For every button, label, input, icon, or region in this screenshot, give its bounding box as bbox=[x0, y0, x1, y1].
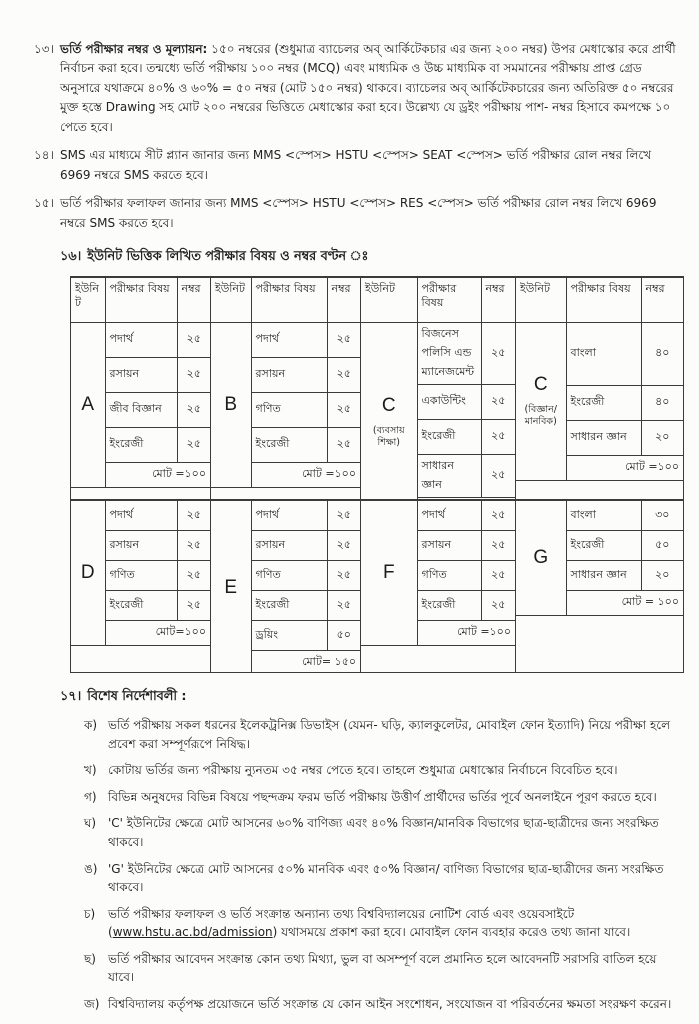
marks-cell: ২৫ bbox=[481, 322, 515, 384]
marks-cell: ৪০ bbox=[641, 322, 683, 385]
text-segment: কোটায় ভর্তির জন্য পরীক্ষায় ন্যুনতম ৩৫ নম্বর পেতে হবে। তাহলে শুধুমাত্র মেধাস্কোর নির্বাচনে বিবেচিত হবে। bbox=[108, 763, 618, 778]
item-text: ভর্তি পরীক্ষার ফলাফল জানার জন্য MMS <স্পেস> HSTU <স্পেস> RES <স্পেস> ভর্তি পরীক্ষার রোল নম্বর লিখে 6969 নম্বরে SMS করতে হবে। bbox=[60, 196, 657, 230]
item-letter: খ) bbox=[84, 763, 97, 778]
marks-cell: ২৫ bbox=[327, 500, 360, 530]
unit-cell bbox=[361, 322, 417, 499]
unit-table bbox=[516, 277, 683, 481]
unit-column-header: ইউনিট bbox=[71, 277, 105, 322]
subject-column-header: পরীক্ষার বিষয় bbox=[251, 277, 327, 322]
item-letter: ক) bbox=[84, 717, 98, 732]
special-instruction-item-ঙ bbox=[84, 860, 684, 897]
total-cell bbox=[417, 497, 515, 499]
marks-cell: ২৫ bbox=[177, 427, 210, 462]
special-instruction-item-জ bbox=[84, 995, 684, 1014]
unit-table bbox=[71, 277, 210, 488]
special-instruction-item-ছ bbox=[84, 950, 684, 987]
text-segment: বিভিন্ন অনুষদের বিভিন্ন বিষয়ে পছন্দক্রম ফরম ভর্তি পরীক্ষায় উত্তীর্ণ প্রার্থীদের ভর্তির পূর্বে অনলাইনে পূরণ করতে হবে। bbox=[108, 789, 657, 804]
special-section-title bbox=[60, 687, 684, 708]
marks-cell: ৫০ bbox=[641, 530, 683, 560]
table-section-title bbox=[60, 247, 684, 268]
special-instruction-item-খ bbox=[84, 761, 684, 780]
unit-column-header: ইউনিট bbox=[516, 277, 566, 322]
subject-cell: রসায়ন bbox=[251, 357, 327, 392]
subject-cell: ইংরেজী bbox=[251, 590, 327, 620]
section-title-text: ইউনিট ভিত্তিক লিখিত পরীক্ষার বিষয় ও নম্বর বণ্টন ঃ bbox=[87, 248, 369, 264]
marks-cell: ২০ bbox=[641, 420, 683, 455]
subject-cell: জীব বিজ্ঞান bbox=[105, 392, 177, 427]
item-number: ১৩। bbox=[34, 42, 54, 56]
admission-website-url: www.hstu.ac.bd/admission bbox=[112, 925, 273, 940]
marks-cell: ২৫ bbox=[481, 590, 515, 620]
subject-cell: গণিত bbox=[417, 560, 481, 590]
subject-cell: ড্রয়িং bbox=[251, 620, 327, 650]
marks-cell: ২৫ bbox=[481, 500, 515, 530]
table-band-bottom bbox=[71, 500, 683, 672]
unit-group-top-3 bbox=[516, 277, 683, 499]
subject-cell: একাউন্টিং bbox=[417, 384, 481, 419]
total-cell: মোট= ১৫০ bbox=[251, 650, 360, 672]
unit-letter: F bbox=[382, 561, 395, 583]
subject-cell: পদার্থ bbox=[105, 500, 177, 530]
special-instruction-item-ক bbox=[84, 716, 684, 753]
subject-cell: রসায়ন bbox=[417, 530, 481, 560]
text-segment: 'G' ইউনিটের ক্ষেত্রে মোট আসনের ৫০% মানবিক এবং ৫০% বিজ্ঞান/ বাণিজ্য বিভাগের ছাত্র-ছাত্রীদের জন্য সংরক্ষিত থাকবে। bbox=[108, 861, 664, 895]
unit-column-header: ইউনিট bbox=[361, 277, 417, 322]
item-text: SMS এর মাধ্যমে সীট প্ল্যান জানার জন্য MMS <স্পেস> HSTU <স্পেস> SEAT <স্পেস> ভর্তি পরীক্ষার রোল নম্বর লিখে 6969 নম্বরে SMS করতে হবে। bbox=[60, 148, 652, 182]
total-cell: মোট =১০০ bbox=[566, 455, 683, 480]
text-segment: ভর্তি পরীক্ষার আবেদন সংক্রান্ত কোন তথ্য মিথ্যা, ভুল বা অসম্পূর্ণ বলে প্রমানিত হলে আবেদনটি সরাসরি বাতিল হয়ে যাবে। bbox=[108, 951, 657, 985]
special-instructions-list bbox=[34, 716, 684, 1014]
marks-column-header: নম্বর bbox=[481, 277, 515, 322]
unit-group-bottom-0 bbox=[71, 500, 211, 672]
subject-column-header: পরীক্ষার বিষয় bbox=[566, 277, 641, 322]
subject-cell: পদার্থ bbox=[417, 500, 481, 530]
subject-cell: বাংলা bbox=[566, 322, 641, 385]
text-segment: ভর্তি পরীক্ষায় সকল ধরনের ইলেকট্রনিক্স ডিভাইস (যেমন- ঘড়ি, ক্যালকুলেটর, মোবাইল ফোন ইত্যাদি) নিয়ে পরীক্ষা হলে প্রবেশ করা সম্পূর্ণরূপে নিষিদ্ধ। bbox=[108, 717, 671, 751]
unit-letter: E bbox=[224, 576, 238, 598]
unit-letter: G bbox=[533, 546, 549, 568]
marks-cell: ২৫ bbox=[327, 322, 360, 357]
subject-cell: ইংরেজী bbox=[566, 530, 641, 560]
marks-cell: ২৫ bbox=[327, 590, 360, 620]
item-text bbox=[108, 860, 684, 897]
unit-group-bottom-3 bbox=[516, 500, 683, 672]
special-instruction-item-চ bbox=[84, 905, 684, 942]
item-letter: ঙ) bbox=[84, 861, 98, 876]
marks-cell: ২৫ bbox=[177, 322, 210, 357]
item-letter: জ) bbox=[84, 997, 100, 1012]
unit-group-top-1 bbox=[211, 277, 361, 499]
subject-cell: ইংরেজী bbox=[566, 385, 641, 420]
item-letter: গ) bbox=[84, 789, 97, 804]
item-text bbox=[108, 905, 684, 942]
unit-table bbox=[361, 277, 515, 499]
item-text bbox=[60, 40, 684, 137]
item-text bbox=[108, 761, 684, 780]
unit-table bbox=[211, 500, 360, 672]
subject-cell: ইংরেজী bbox=[417, 419, 481, 454]
unit-group-bottom-2 bbox=[361, 500, 516, 672]
marks-cell: ২৫ bbox=[481, 454, 515, 497]
text-segment: ) যথাসময়ে প্রকাশ করা হবে। মোবাইল ফোন ব্যবহার করেও তথ্য জানা যাবে। bbox=[272, 925, 631, 940]
table-band-top bbox=[71, 277, 683, 500]
subject-cell: বিজনেস পলিসি এন্ড ম্যানেজমেন্ট bbox=[417, 322, 481, 384]
item-number: ১৪। bbox=[34, 148, 54, 163]
marks-cell: ২৫ bbox=[481, 419, 515, 454]
subject-cell: পদার্থ bbox=[251, 500, 327, 530]
item-text bbox=[108, 950, 684, 987]
subject-cell: সাধারন জ্ঞান bbox=[417, 454, 481, 497]
unit-cell bbox=[211, 322, 251, 487]
special-instruction-item-গ bbox=[84, 788, 684, 807]
unit-table bbox=[71, 500, 210, 646]
unit-letter: C bbox=[533, 374, 548, 396]
list-item-14 bbox=[34, 146, 684, 185]
unit-letter: C bbox=[381, 395, 396, 417]
subject-cell: পদার্থ bbox=[251, 322, 327, 357]
item-text bbox=[108, 716, 684, 753]
subject-cell: গণিত bbox=[105, 560, 177, 590]
unit-letter: B bbox=[224, 393, 238, 415]
list-item-13 bbox=[34, 40, 684, 137]
special-instruction-item-ঘ bbox=[84, 814, 684, 851]
marks-cell: ২৫ bbox=[177, 560, 210, 590]
item-text bbox=[108, 995, 684, 1014]
marks-cell: ২৫ bbox=[327, 530, 360, 560]
total-cell: মোট=১০০ bbox=[105, 620, 210, 645]
unit-letter: D bbox=[80, 561, 95, 583]
marks-cell: ২৫ bbox=[481, 560, 515, 590]
subject-column-header: পরীক্ষার বিষয় bbox=[417, 277, 481, 322]
unit-cell bbox=[71, 322, 105, 487]
marks-cell: ২৫ bbox=[177, 357, 210, 392]
unit-cell bbox=[71, 500, 105, 645]
marks-cell: ৩০ bbox=[641, 500, 683, 530]
unit-table bbox=[361, 500, 515, 646]
subject-cell: সাধারন জ্ঞান bbox=[566, 560, 641, 590]
subject-cell: পদার্থ bbox=[105, 322, 177, 357]
marks-cell: ২৫ bbox=[177, 530, 210, 560]
unit-table bbox=[516, 500, 683, 616]
unit-letter: A bbox=[81, 393, 95, 415]
item-body-text: ১৫০ নম্বরের (শুধুমাত্র ব্যাচেলর অব্ আর্কিটেকচার এর জন্য ২০০ নম্বর) উপর মেধাস্কোর করে প্রার্থী নির্বাচন করা হবে। তন্মধ্যে ভর্তি পরীক্ষায় ১০০ নম্বর (MCQ) এবং মাধ্যমিক ও উচ্চ মাধ্যমিক বা সমমানের পরীক্ষায় প্রাপ্ত গ্রেড অনুসারে যথাক্রমে ৪০% ও ৬০% = ৫০ নম্বর (মোট ১৫০ নম্বর) থাকবে। ব্যাচেলর অব্ আর্কিটেকচারের জন্য অতিরিক্ত ৫০ নম্বরের মুক্ত হস্তে Drawing সহ মোট ২০০ নম্বরের ভিত্তিতে মেধাস্কোর করা হবে। উল্লেখ্য যে ড্রইং পরীক্ষায় পাশ- নম্বর হিসাবে কমপক্ষে ১০ পেতে হবে। bbox=[60, 42, 676, 134]
marks-cell: ২৫ bbox=[481, 530, 515, 560]
unit-cell bbox=[361, 500, 417, 645]
subject-cell: ইংরেজী bbox=[251, 427, 327, 462]
marks-cell: ২৫ bbox=[177, 392, 210, 427]
marks-cell: ২৫ bbox=[177, 500, 210, 530]
total-cell: মোট =১০০ bbox=[105, 462, 210, 487]
subject-cell: গণিত bbox=[251, 392, 327, 427]
subject-cell: রসায়ন bbox=[105, 357, 177, 392]
item-letter: ছ) bbox=[84, 951, 96, 966]
unit-group-top-2 bbox=[361, 277, 516, 499]
text-segment: 'C' ইউনিটের ক্ষেত্রে মোট আসনের ৬০% বাণিজ্য এবং ৪০% বিজ্ঞান/মানবিক বিভাগের ছাত্র-ছাত্রীদের জন্য সংরক্ষিত থাকবে। bbox=[108, 816, 659, 849]
item-number: ১৫। bbox=[34, 196, 54, 211]
unit-cell bbox=[211, 500, 251, 672]
marks-cell: ২৫ bbox=[177, 590, 210, 620]
subject-cell: ইংরেজী bbox=[105, 590, 177, 620]
total-cell: মোট =১০০ bbox=[251, 462, 360, 487]
item-text bbox=[108, 814, 684, 851]
total-cell: মোট =১০০ bbox=[417, 620, 515, 645]
text-segment: বিশ্ববিদ্যালয় কর্তৃপক্ষ প্রয়োজনে ভর্তি সংক্রান্ত যে কোন আইন সংশোধন, সংযোজন বা পরিবর্তনের ক্ষমতা সংরক্ষণ করেন। bbox=[108, 997, 672, 1012]
subject-cell: ইংরেজী bbox=[417, 590, 481, 620]
marks-column-header: নম্বর bbox=[177, 277, 210, 322]
marks-cell: ২৫ bbox=[327, 357, 360, 392]
section-title-text: বিশেষ নির্দেশাবলী : bbox=[87, 688, 187, 704]
subject-column-header: পরীক্ষার বিষয় bbox=[105, 277, 177, 322]
subject-cell: ইংরেজী bbox=[105, 427, 177, 462]
marks-cell: ২৫ bbox=[327, 560, 360, 590]
unit-note: (বিজ্ঞান/ মানবিক) bbox=[524, 404, 557, 428]
unit-column-header: ইউনিট bbox=[211, 277, 251, 322]
marks-cell: ২০ bbox=[641, 560, 683, 590]
marks-column-header: নম্বর bbox=[641, 277, 683, 322]
marks-column-header: নম্বর bbox=[327, 277, 360, 322]
unit-cell bbox=[516, 500, 566, 615]
unit-note: (ব্যবসায় শিক্ষা) bbox=[372, 425, 405, 449]
section-number: ১৭। bbox=[60, 688, 82, 704]
item-letter: ঘ) bbox=[84, 816, 97, 831]
subject-cell: সাধারন জ্ঞান bbox=[566, 420, 641, 455]
text-segment: ভর্তি পরীক্ষার ফলাফল ও ভর্তি সংক্রান্ত অন্যান্য তথ্য বিশ্ববিদ্যালয়ের নোটিশ বোর্ড এবং ওয়েবসাইটে ( bbox=[108, 906, 575, 940]
subject-cell: রসায়ন bbox=[105, 530, 177, 560]
subject-cell: বাংলা bbox=[566, 500, 641, 530]
section-number: ১৬। bbox=[60, 248, 82, 264]
total-cell: মোট = ১০০ bbox=[566, 590, 683, 615]
unit-group-top-0 bbox=[71, 277, 211, 499]
unit-group-bottom-1 bbox=[211, 500, 361, 672]
item-bold-lead: ভর্তি পরীক্ষার নম্বর ও মূল্যায়ন: bbox=[60, 42, 208, 56]
unit-table bbox=[211, 277, 360, 488]
marks-distribution-table bbox=[70, 276, 684, 673]
marks-cell: ২৫ bbox=[327, 392, 360, 427]
item-text bbox=[108, 788, 684, 807]
subject-cell: রসায়ন bbox=[251, 530, 327, 560]
subject-cell: গণিত bbox=[251, 560, 327, 590]
list-item-15 bbox=[34, 194, 684, 233]
marks-cell: ২৫ bbox=[481, 384, 515, 419]
marks-cell: ২৫ bbox=[327, 427, 360, 462]
marks-cell: ৫০ bbox=[327, 620, 360, 650]
unit-cell bbox=[516, 322, 566, 480]
marks-cell: ৪০ bbox=[641, 385, 683, 420]
item-letter: চ) bbox=[84, 906, 96, 921]
